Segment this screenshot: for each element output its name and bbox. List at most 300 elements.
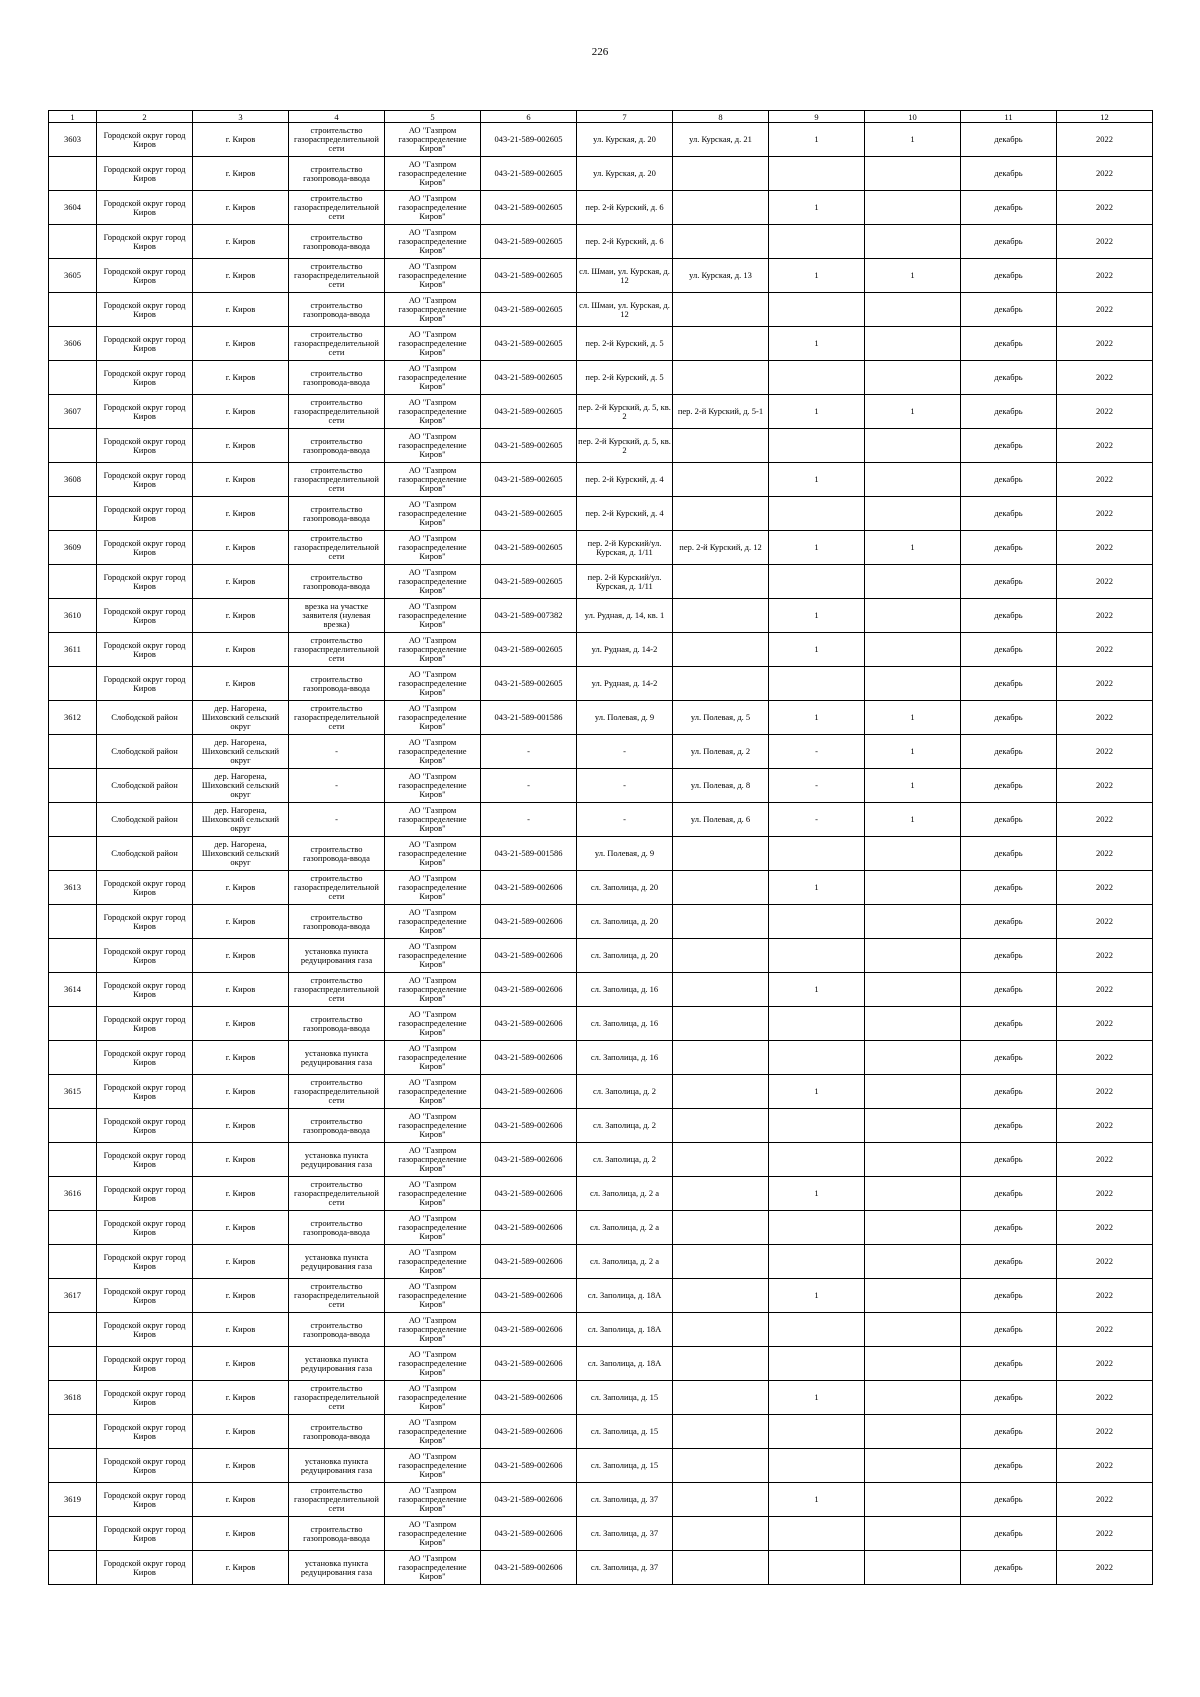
cell-address-to	[673, 361, 769, 395]
cell-text: декабрь	[994, 1155, 1023, 1164]
cell-address-to	[673, 225, 769, 259]
cell-row-number	[49, 293, 97, 327]
cell-count-a	[769, 1415, 865, 1449]
table-row	[49, 701, 1153, 735]
cell-registry-number	[481, 565, 577, 599]
cell-work-type	[289, 905, 385, 939]
cell-address-from	[577, 225, 673, 259]
cell-month	[961, 1177, 1057, 1211]
cell-text: г. Киров	[225, 135, 256, 144]
cell-address-from	[577, 1415, 673, 1449]
column-header-8: 8	[673, 111, 769, 123]
cell-settlement	[193, 1041, 289, 1075]
cell-count-a	[769, 1279, 865, 1313]
cell-text: 2022	[1096, 713, 1113, 722]
cell-text: сл. Заполица, д. 2 а	[590, 1189, 659, 1198]
cell-address-to	[673, 157, 769, 191]
cell-work-type	[289, 565, 385, 599]
cell-organization	[385, 531, 481, 565]
cell-address-to	[673, 1449, 769, 1483]
cell-text: АО "Газпром газораспределение Киров"	[398, 194, 467, 221]
cell-text: Городской округ город Киров	[103, 266, 186, 285]
cell-text: строительство газопровода-ввода	[303, 1422, 370, 1441]
cell-count-a	[769, 633, 865, 667]
cell-text: строительство газопровода-ввода	[303, 300, 370, 319]
cell-municipality	[97, 1279, 193, 1313]
cell-text: г. Киров	[225, 1529, 256, 1538]
cell-month	[961, 1449, 1057, 1483]
cell-text: 043-21-589-002605	[494, 339, 563, 348]
cell-registry-number	[481, 803, 577, 837]
cell-count-b	[865, 293, 961, 327]
cell-year	[1057, 1347, 1153, 1381]
cell-count-b	[865, 259, 961, 293]
cell-text: АО "Газпром газораспределение Киров"	[398, 772, 467, 799]
cell-count-b	[865, 667, 961, 701]
cell-count-a	[769, 1007, 865, 1041]
cell-text: 1	[814, 611, 819, 620]
cell-organization	[385, 633, 481, 667]
cell-organization	[385, 259, 481, 293]
cell-registry-number	[481, 1347, 577, 1381]
cell-year	[1057, 1517, 1153, 1551]
cell-work-type	[289, 599, 385, 633]
cell-count-b	[865, 939, 961, 973]
cell-text: декабрь	[994, 1461, 1023, 1470]
cell-row-number	[49, 259, 97, 293]
cell-year	[1057, 395, 1153, 429]
cell-address-from	[577, 973, 673, 1007]
cell-registry-number	[481, 191, 577, 225]
cell-text: декабрь	[994, 305, 1023, 314]
cell-text: АО "Газпром газораспределение Киров"	[398, 1418, 467, 1445]
cell-text: строительство газораспределительной сети	[294, 194, 379, 221]
cell-municipality	[97, 599, 193, 633]
table-row	[49, 735, 1153, 769]
cell-text: АО "Газпром газораспределение Киров"	[398, 704, 467, 731]
cell-work-type	[289, 1007, 385, 1041]
column-header-4: 4	[289, 111, 385, 123]
cell-text: 3617	[64, 1291, 81, 1300]
cell-count-b	[865, 361, 961, 395]
cell-settlement	[193, 1449, 289, 1483]
cell-address-to	[673, 667, 769, 701]
cell-organization	[385, 429, 481, 463]
cell-work-type	[289, 1143, 385, 1177]
cell-text: -	[815, 815, 818, 824]
cell-text: ул. Рудная, д. 14, кв. 1	[584, 611, 665, 620]
cell-text: декабрь	[994, 373, 1023, 382]
cell-text: декабрь	[994, 1325, 1023, 1334]
cell-count-b	[865, 1007, 961, 1041]
cell-text: -	[623, 781, 626, 790]
cell-registry-number	[481, 225, 577, 259]
cell-text: АО "Газпром газораспределение Киров"	[398, 1078, 467, 1105]
cell-count-b	[865, 1415, 961, 1449]
cell-text: декабрь	[994, 815, 1023, 824]
cell-work-type	[289, 429, 385, 463]
cell-text: г. Киров	[225, 1495, 256, 1504]
cell-address-from	[577, 1517, 673, 1551]
table-row	[49, 361, 1153, 395]
cell-count-a	[769, 293, 865, 327]
cell-year	[1057, 225, 1153, 259]
cell-text: 043-21-589-002606	[494, 1121, 563, 1130]
cell-month	[961, 361, 1057, 395]
cell-text: 3611	[64, 645, 81, 654]
cell-count-b	[865, 497, 961, 531]
cell-address-from	[577, 429, 673, 463]
cell-text: АО "Газпром газораспределение Киров"	[398, 534, 467, 561]
cell-text: строительство газопровода-ввода	[303, 1218, 370, 1237]
cell-settlement	[193, 1075, 289, 1109]
cell-text: декабрь	[994, 577, 1023, 586]
table-row	[49, 871, 1153, 905]
cell-text: сл. Заполица, д. 2	[592, 1121, 657, 1130]
table-row	[49, 1177, 1153, 1211]
cell-organization	[385, 1007, 481, 1041]
cell-year	[1057, 735, 1153, 769]
cell-count-a	[769, 769, 865, 803]
cell-municipality	[97, 1381, 193, 1415]
table-row	[49, 803, 1153, 837]
cell-municipality	[97, 973, 193, 1007]
cell-text: Городской округ город Киров	[103, 232, 186, 251]
cell-registry-number	[481, 905, 577, 939]
cell-text: АО "Газпром газораспределение Киров"	[398, 670, 467, 697]
cell-settlement	[193, 973, 289, 1007]
cell-text: установка пункта редуцирования газа	[300, 1150, 373, 1169]
cell-count-a	[769, 395, 865, 429]
cell-text: 2022	[1096, 1563, 1113, 1572]
cell-text: строительство газопровода-ввода	[303, 844, 370, 863]
cell-work-type	[289, 1415, 385, 1449]
cell-text: сл. Заполица, д. 15	[590, 1393, 659, 1402]
cell-address-from	[577, 803, 673, 837]
cell-registry-number	[481, 1041, 577, 1075]
cell-text: строительство газопровода-ввода	[303, 912, 370, 931]
cell-text: сл. Заполица, д. 16	[590, 1053, 659, 1062]
cell-municipality	[97, 123, 193, 157]
cell-work-type	[289, 1313, 385, 1347]
cell-text: АО "Газпром газораспределение Киров"	[398, 1010, 467, 1037]
cell-settlement	[193, 1211, 289, 1245]
cell-month	[961, 803, 1057, 837]
cell-year	[1057, 123, 1153, 157]
cell-text: Городской округ город Киров	[103, 130, 186, 149]
cell-text: -	[815, 747, 818, 756]
cell-text: врезка на участке заявителя (нулевая врезка)	[302, 602, 371, 629]
cell-count-b	[865, 327, 961, 361]
cell-month	[961, 293, 1057, 327]
table-row	[49, 395, 1153, 429]
cell-address-from	[577, 1483, 673, 1517]
cell-count-a	[769, 905, 865, 939]
cell-address-to	[673, 1415, 769, 1449]
cell-registry-number	[481, 123, 577, 157]
cell-text: строительство газораспределительной сети	[294, 1078, 379, 1105]
cell-text: 2022	[1096, 1087, 1113, 1096]
cell-text: строительство газораспределительной сети	[294, 398, 379, 425]
cell-text: 2022	[1096, 1019, 1113, 1028]
cell-municipality	[97, 905, 193, 939]
cell-count-a	[769, 1347, 865, 1381]
cell-text: АО "Газпром газораспределение Киров"	[398, 636, 467, 663]
cell-month	[961, 1075, 1057, 1109]
cell-row-number	[49, 837, 97, 871]
cell-text: 1	[910, 271, 915, 280]
cell-row-number	[49, 1177, 97, 1211]
cell-text: г. Киров	[225, 1393, 256, 1402]
cell-registry-number	[481, 1211, 577, 1245]
cell-text: дер. Нагорена, Шиховский сельский округ	[201, 840, 280, 867]
cell-text: г. Киров	[225, 373, 256, 382]
cell-month	[961, 735, 1057, 769]
cell-work-type	[289, 1279, 385, 1313]
cell-text: -	[335, 747, 338, 756]
cell-text: 043-21-589-002606	[494, 1155, 563, 1164]
cell-work-type	[289, 667, 385, 701]
cell-month	[961, 1517, 1057, 1551]
cell-text: 2022	[1096, 645, 1113, 654]
table-row	[49, 1279, 1153, 1313]
cell-text: 043-21-589-002605	[494, 577, 563, 586]
cell-text: Городской округ город Киров	[103, 538, 186, 557]
cell-text: -	[815, 781, 818, 790]
cell-text: ул. Курская, д. 20	[593, 135, 656, 144]
cell-municipality	[97, 1517, 193, 1551]
cell-text: -	[527, 815, 530, 824]
cell-address-from	[577, 905, 673, 939]
cell-row-number	[49, 1483, 97, 1517]
cell-text: АО "Газпром газораспределение Киров"	[398, 398, 467, 425]
cell-text: пер. 2-й Курский, д. 4	[585, 509, 664, 518]
cell-text: строительство газопровода-ввода	[303, 674, 370, 693]
cell-row-number	[49, 1517, 97, 1551]
cell-work-type	[289, 1109, 385, 1143]
cell-work-type	[289, 1177, 385, 1211]
cell-text: 2022	[1096, 305, 1113, 314]
cell-year	[1057, 1483, 1153, 1517]
cell-text: декабрь	[994, 1257, 1023, 1266]
table-row	[49, 1449, 1153, 1483]
cell-text: г. Киров	[225, 203, 256, 212]
table-row	[49, 1551, 1153, 1585]
cell-text: АО "Газпром газораспределение Киров"	[398, 806, 467, 833]
cell-row-number	[49, 701, 97, 735]
cell-text: АО "Газпром газораспределение Киров"	[398, 364, 467, 391]
cell-text: АО "Газпром газораспределение Киров"	[398, 228, 467, 255]
cell-text: 043-21-589-002605	[494, 509, 563, 518]
cell-text: 2022	[1096, 679, 1113, 688]
cell-text: Слободской район	[111, 849, 178, 858]
cell-registry-number	[481, 871, 577, 905]
cell-text: декабрь	[994, 1427, 1023, 1436]
cell-text: г. Киров	[225, 883, 256, 892]
table-row	[49, 191, 1153, 225]
cell-count-b	[865, 599, 961, 633]
cell-month	[961, 1143, 1057, 1177]
cell-row-number	[49, 599, 97, 633]
cell-month	[961, 599, 1057, 633]
cell-text: строительство газораспределительной сети	[294, 704, 379, 731]
cell-text: 043-21-589-002605	[494, 169, 563, 178]
cell-text: строительство газораспределительной сети	[294, 1180, 379, 1207]
cell-settlement	[193, 1279, 289, 1313]
cell-count-a	[769, 327, 865, 361]
page-number: 226	[591, 46, 609, 58]
cell-organization	[385, 157, 481, 191]
cell-municipality	[97, 735, 193, 769]
cell-address-from	[577, 293, 673, 327]
cell-text: сл. Заполица, д. 15	[590, 1427, 659, 1436]
cell-address-to	[673, 497, 769, 531]
cell-text: Слободской район	[111, 815, 178, 824]
cell-settlement	[193, 395, 289, 429]
cell-municipality	[97, 191, 193, 225]
cell-text: -	[527, 747, 530, 756]
cell-settlement	[193, 1415, 289, 1449]
cell-text: 1	[910, 135, 915, 144]
cell-row-number	[49, 361, 97, 395]
cell-text: сл. Заполица, д. 37	[590, 1529, 659, 1538]
cell-year	[1057, 497, 1153, 531]
cell-text: строительство газораспределительной сети	[294, 534, 379, 561]
cell-municipality	[97, 803, 193, 837]
cell-settlement	[193, 463, 289, 497]
table-row	[49, 463, 1153, 497]
cell-text: декабрь	[994, 679, 1023, 688]
cell-address-to	[673, 939, 769, 973]
cell-count-a	[769, 1075, 865, 1109]
cell-text: 3615	[64, 1087, 81, 1096]
cell-text: АО "Газпром газораспределение Киров"	[398, 1520, 467, 1547]
cell-month	[961, 395, 1057, 429]
cell-text: АО "Газпром газораспределение Киров"	[398, 1316, 467, 1343]
cell-municipality	[97, 1347, 193, 1381]
cell-count-a	[769, 531, 865, 565]
cell-text: ул. Рудная, д. 14-2	[591, 679, 658, 688]
cell-work-type	[289, 1517, 385, 1551]
cell-registry-number	[481, 1279, 577, 1313]
cell-organization	[385, 1143, 481, 1177]
cell-settlement	[193, 1177, 289, 1211]
cell-work-type	[289, 837, 385, 871]
cell-text: Городской округ город Киров	[103, 1014, 186, 1033]
cell-address-to	[673, 565, 769, 599]
cell-text: 2022	[1096, 237, 1113, 246]
cell-row-number	[49, 871, 97, 905]
cell-row-number	[49, 1279, 97, 1313]
cell-settlement	[193, 565, 289, 599]
cell-month	[961, 531, 1057, 565]
cell-work-type	[289, 871, 385, 905]
cell-text: 043-21-589-002605	[494, 645, 563, 654]
table-row	[49, 1143, 1153, 1177]
cell-address-from	[577, 871, 673, 905]
cell-text: 1	[814, 1087, 819, 1096]
cell-text: 043-21-589-002605	[494, 543, 563, 552]
cell-municipality	[97, 1551, 193, 1585]
cell-municipality	[97, 939, 193, 973]
cell-settlement	[193, 1551, 289, 1585]
cell-text: г. Киров	[225, 475, 256, 484]
cell-text: 2022	[1096, 1189, 1113, 1198]
cell-text: пер. 2-й Курский, д. 6	[585, 237, 664, 246]
cell-text: строительство газопровода-ввода	[303, 232, 370, 251]
cell-text: 3614	[64, 985, 81, 994]
cell-text: г. Киров	[225, 1325, 256, 1334]
cell-organization	[385, 191, 481, 225]
cell-year	[1057, 1415, 1153, 1449]
cell-address-to	[673, 1551, 769, 1585]
cell-text: 2022	[1096, 611, 1113, 620]
cell-text: 1	[910, 815, 915, 824]
cell-text: декабрь	[994, 645, 1023, 654]
cell-municipality	[97, 259, 193, 293]
cell-work-type	[289, 633, 385, 667]
table-row	[49, 1075, 1153, 1109]
cell-settlement	[193, 225, 289, 259]
cell-text: г. Киров	[225, 1359, 256, 1368]
cell-text: Слободской район	[111, 713, 178, 722]
cell-month	[961, 463, 1057, 497]
cell-text: пер. 2-й Курский, д. 4	[585, 475, 664, 484]
cell-text: г. Киров	[225, 1427, 256, 1436]
cell-organization	[385, 361, 481, 395]
cell-organization	[385, 1279, 481, 1313]
cell-text: сл. Заполица, д. 20	[590, 883, 659, 892]
cell-settlement	[193, 803, 289, 837]
cell-count-b	[865, 1109, 961, 1143]
cell-text: 2022	[1096, 781, 1113, 790]
cell-text: Слободской район	[111, 747, 178, 756]
cell-municipality	[97, 1483, 193, 1517]
cell-text: декабрь	[994, 203, 1023, 212]
cell-municipality	[97, 463, 193, 497]
cell-text: строительство газораспределительной сети	[294, 466, 379, 493]
cell-count-a	[769, 565, 865, 599]
cell-registry-number	[481, 1007, 577, 1041]
cell-row-number	[49, 191, 97, 225]
cell-text: пер. 2-й Курский, д. 5	[585, 339, 664, 348]
cell-text: 2022	[1096, 1053, 1113, 1062]
cell-count-a	[769, 837, 865, 871]
cell-address-from	[577, 1211, 673, 1245]
cell-text: сл. Заполица, д. 2	[592, 1155, 657, 1164]
cell-year	[1057, 327, 1153, 361]
cell-year	[1057, 633, 1153, 667]
cell-text: ул. Полевая, д. 9	[594, 713, 655, 722]
cell-text: г. Киров	[225, 951, 256, 960]
cell-organization	[385, 1313, 481, 1347]
cell-text: г. Киров	[225, 271, 256, 280]
cell-municipality	[97, 1041, 193, 1075]
cell-year	[1057, 429, 1153, 463]
cell-registry-number	[481, 531, 577, 565]
cell-work-type	[289, 293, 385, 327]
cell-text: декабрь	[994, 1019, 1023, 1028]
table-row	[49, 905, 1153, 939]
cell-text: 1	[814, 135, 819, 144]
cell-address-from	[577, 701, 673, 735]
cell-organization	[385, 735, 481, 769]
table-row	[49, 667, 1153, 701]
cell-address-from	[577, 157, 673, 191]
cell-text: г. Киров	[225, 1223, 256, 1232]
cell-address-from	[577, 667, 673, 701]
cell-text: 043-21-589-002606	[494, 883, 563, 892]
